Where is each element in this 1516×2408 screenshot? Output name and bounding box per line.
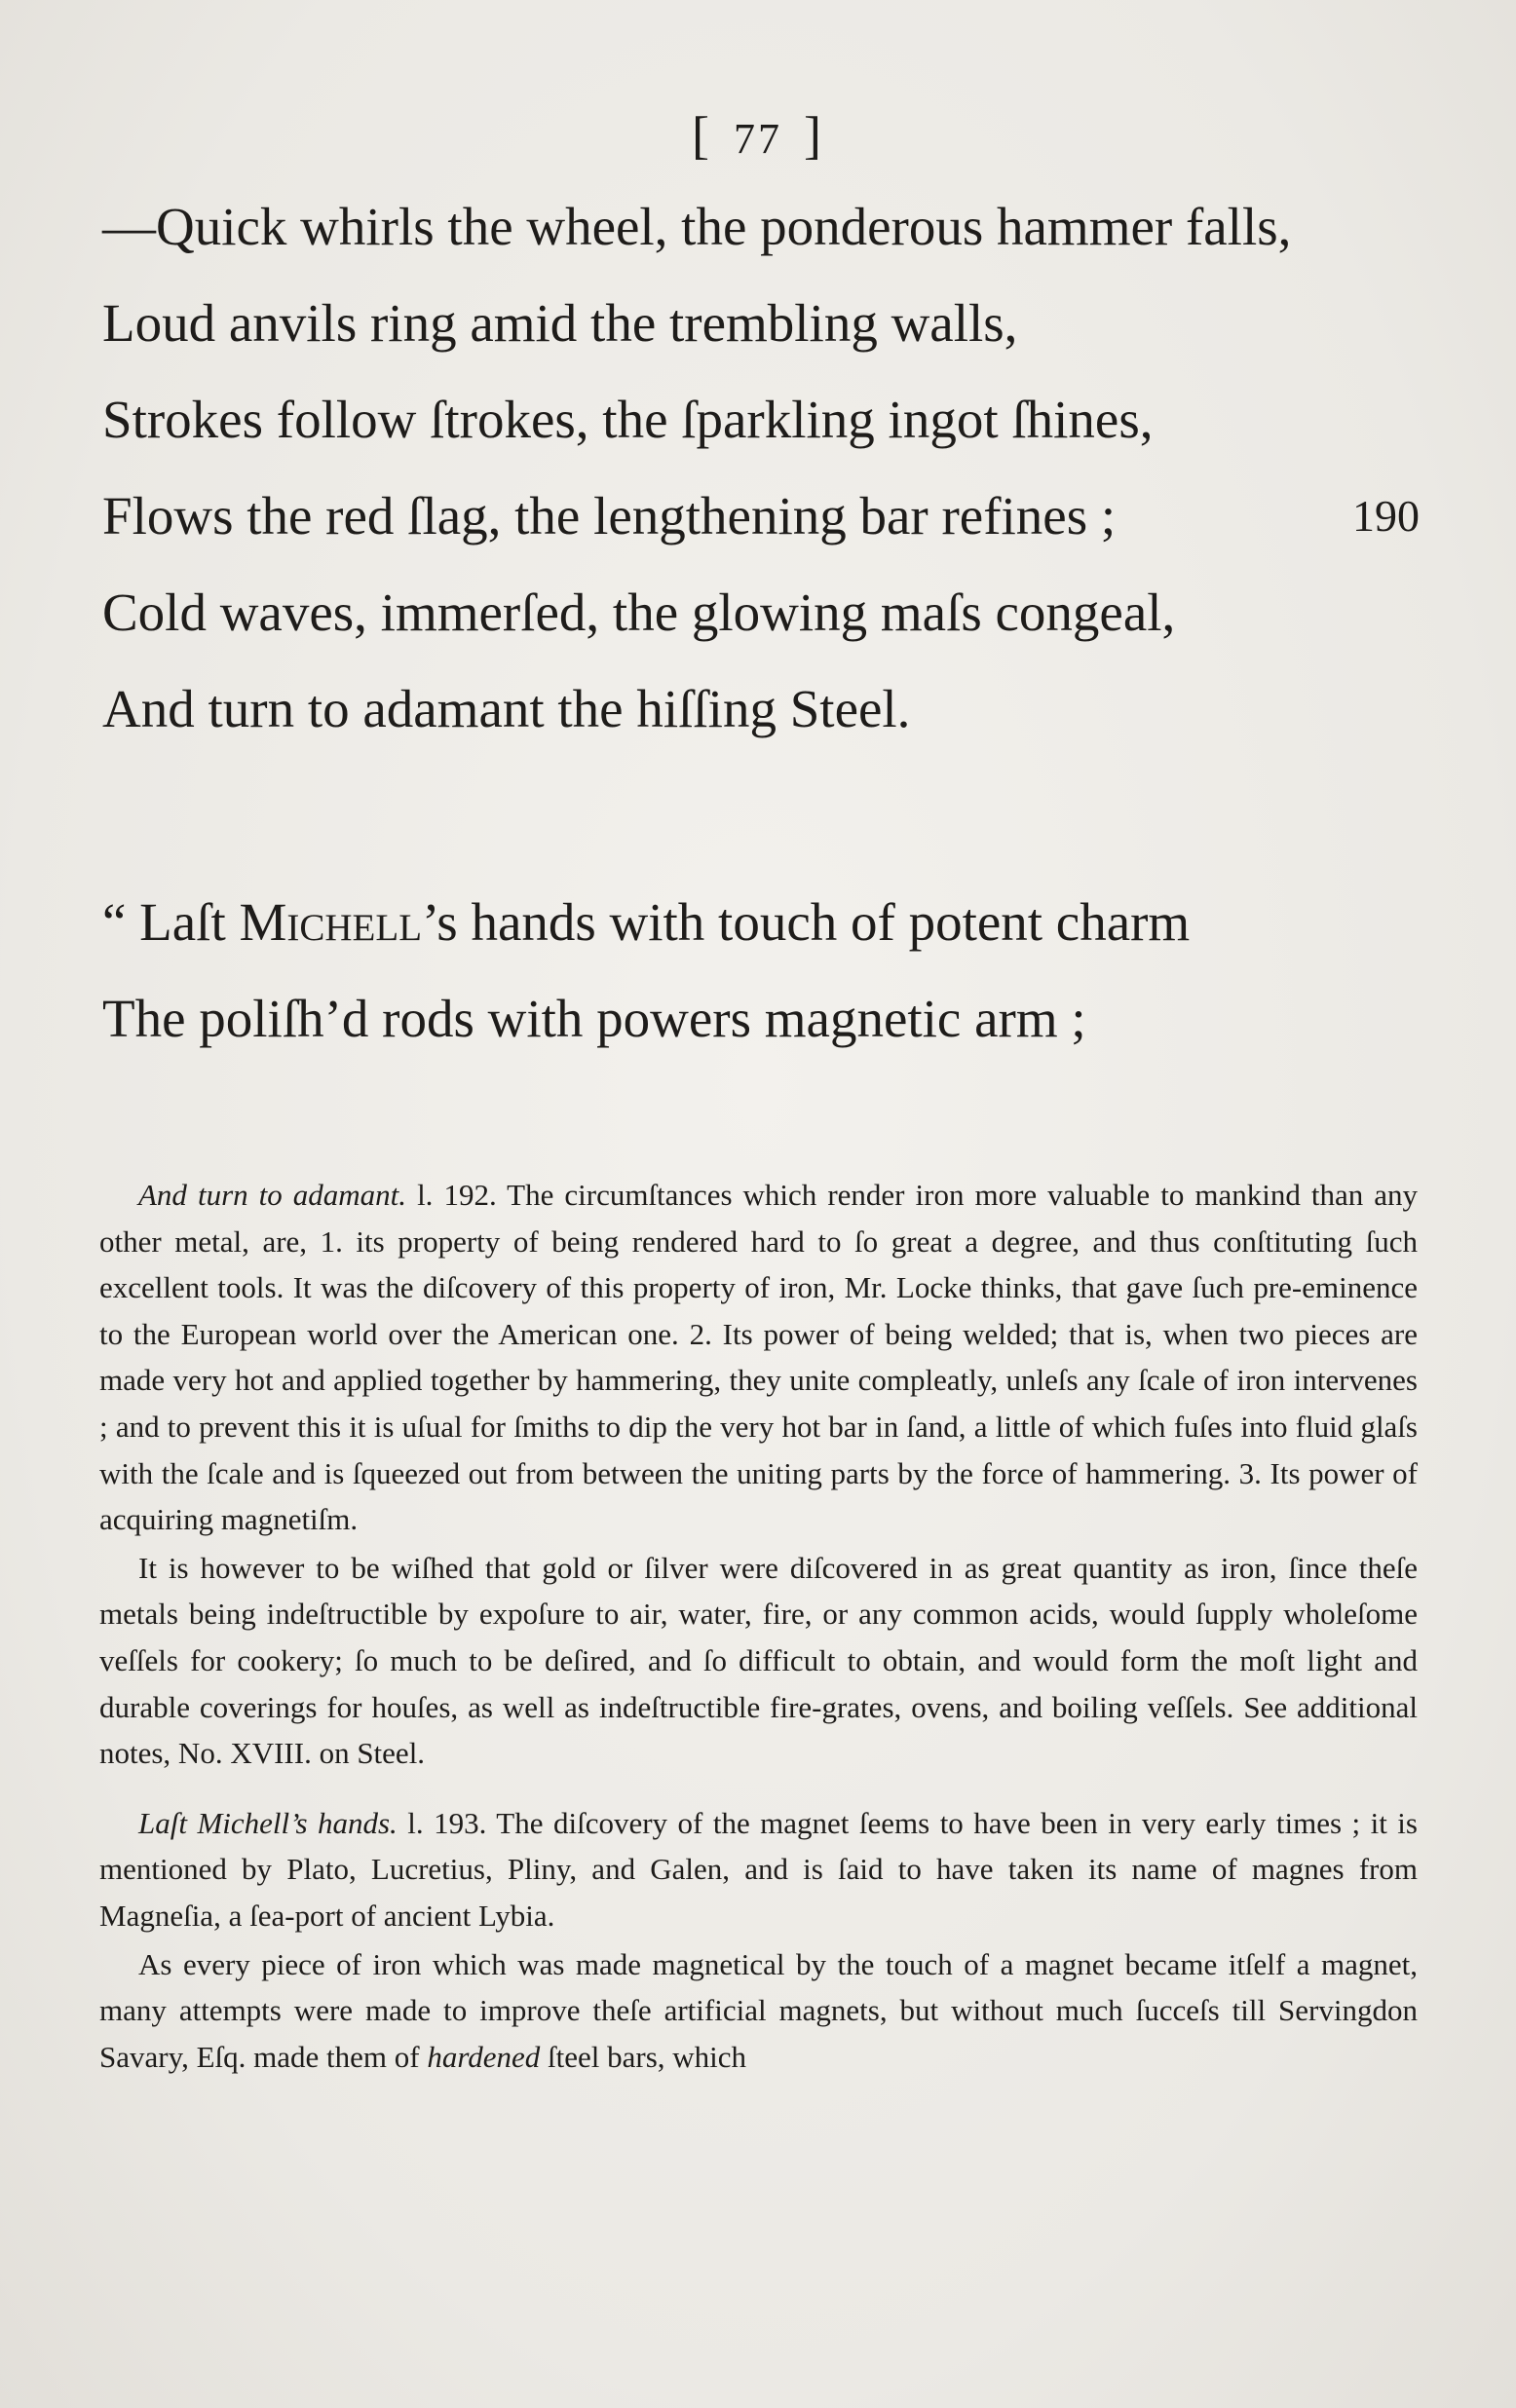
verse-line <box>102 660 1420 757</box>
page-number-value: 77 <box>734 115 782 163</box>
footnote-adamant <box>99 1172 1418 1543</box>
footnote-italic: hardened <box>427 2039 541 2074</box>
footnote-text: ſteel bars, which <box>540 2039 747 2074</box>
verse-line <box>102 371 1420 468</box>
verse-line-text: Loud anvils ring amid the trembling walls, <box>102 293 1018 353</box>
verse-line <box>102 564 1420 660</box>
verse-line-text: “ Laſt <box>102 892 240 952</box>
verse-line-text: Strokes follow ſtrokes, the ſparkling ingot ſhines, <box>102 390 1154 449</box>
author-name: Michell <box>239 892 423 952</box>
verse-line-text: ’s hands with touch of potent charm <box>422 892 1191 952</box>
footnote-text: l. 192. The circumſtances which render iron more valuable to mankind than any other metal, are, 1. its property of being rendered hard to ſo great a degree, and thus conſtituting ſuch excellent tools. It was the diſcovery of this property of iron, Mr. Locke thinks, that gave ſuch pre-eminence to the European world over the American one. 2. Its power of being welded; that is, when two pieces are made very hot and applied together by hammering, they unite compleatly, unleſs any ſcale of iron intervenes ; and to prevent this it is uſual for ſmiths to dip the very hot bar in ſand, a little of which fuſes into fluid glaſs with the ſcale and is ſqueezed out from between the uniting parts by the force of hammering. 3. Its power of acquiring magnetiſm. <box>99 1178 1418 1537</box>
footnote-text: l. 193. The diſcovery of the magnet ſeems to have been in very early times ; it is mentioned by Plato, Lucretius, Pliny, and Galen, and is ſaid to have taken its name of magnes from Magneſia, a ſea-port of ancient Lybia. <box>99 1805 1418 1933</box>
footnote-heading: Laſt Michell’s hands. <box>138 1805 398 1840</box>
verse-block-bottom <box>102 874 1420 1067</box>
footnotes <box>99 1172 1418 2080</box>
close-bracket: ] <box>804 106 824 165</box>
line-number: 190 <box>1352 491 1420 541</box>
verse-line-text: The poliſh’d rods with powers magnetic arm ; <box>102 989 1086 1048</box>
verse-line <box>102 468 1420 564</box>
verse-block-top <box>102 178 1420 757</box>
verse-line-text: And turn to adamant the hiſſing Steel. <box>102 679 911 738</box>
page-number <box>0 105 1516 166</box>
open-bracket: [ <box>692 106 712 165</box>
footnote-gold-silver <box>99 1545 1418 1777</box>
verse-line <box>102 178 1420 275</box>
verse-line-text: —Quick whirls the wheel, the ponderous hammer falls, <box>102 197 1292 256</box>
verse-line-text: Cold waves, immerſed, the glowing maſs congeal, <box>102 583 1176 642</box>
footnote-michell <box>99 1800 1418 1939</box>
verse-line-text: Flows the red ſlag, the lengthening bar refines ; <box>102 486 1117 546</box>
footnote-text: As every piece of iron which was made magnetical by the touch of a magnet became itſelf a magnet, many attempts were made to improve theſe artificial magnets, but without much ſucceſs till Servingdon Savary, Eſq. made them of <box>99 1946 1418 2074</box>
verse-line <box>102 874 1420 970</box>
verse-line <box>102 970 1420 1067</box>
footnote-heading: And turn to adamant. <box>138 1178 407 1212</box>
verse-line <box>102 275 1420 371</box>
footnote-magnets <box>99 1941 1418 2081</box>
footnote-text: It is however to be wiſhed that gold or ſilver were diſcovered in as great quantity as iron, ſince theſe metals being indeſtructible by expoſure to air, water, fire, or any common acids, would ſupply wholeſome veſſels for cookery; ſo much to be deſired, and ſo difficult to obtain, and would form the moſt light and durable coverings for houſes, as well as indeſtructible fire-grates, ovens, and boiling veſſels. See additional notes, No. XVIII. on Steel. <box>99 1550 1418 1771</box>
